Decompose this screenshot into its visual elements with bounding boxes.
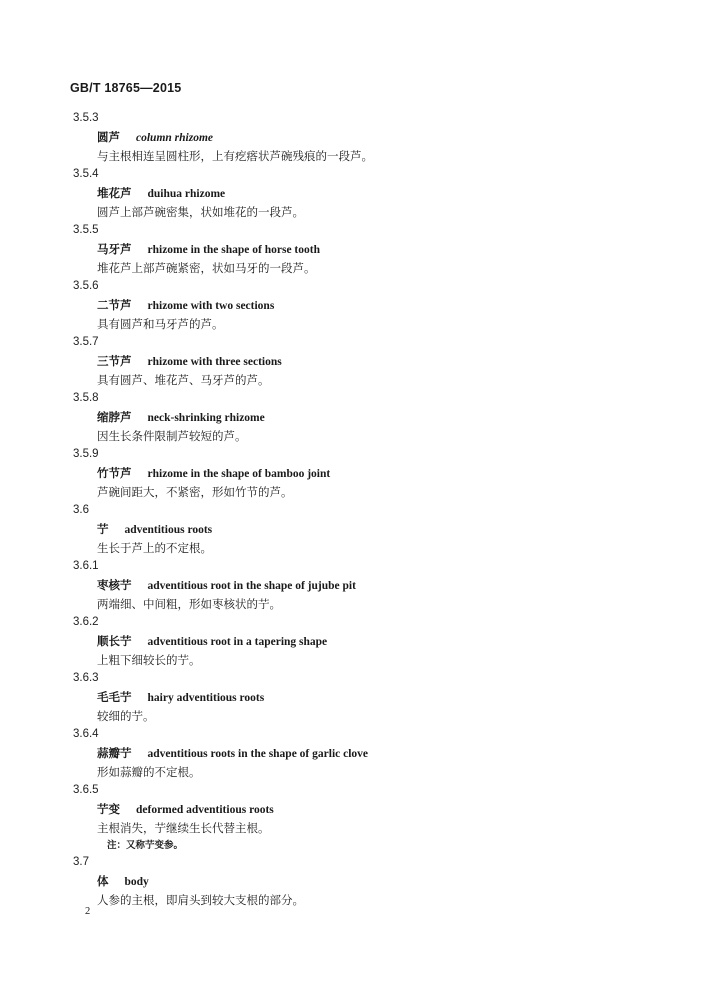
term-zh: 蒜瓣艼 xyxy=(97,746,132,760)
entry-definition: 因生长条件限制芦较短的芦。 xyxy=(97,429,247,443)
entry-definition: 两端细、中间粗，形如枣核状的艼。 xyxy=(97,597,281,611)
entry-term xyxy=(97,464,330,482)
entry-term xyxy=(97,688,264,706)
term-en: hairy adventitious roots xyxy=(147,692,265,704)
entry-number: 3.5.3 xyxy=(73,112,99,124)
term-zh: 毛毛艼 xyxy=(97,690,132,704)
term-zh: 枣核艼 xyxy=(97,578,132,592)
term-zh: 圆芦 xyxy=(97,130,120,144)
entry-term xyxy=(97,576,356,594)
term-en: deformed adventitious roots xyxy=(136,804,274,816)
term-en: neck-shrinking rhizome xyxy=(147,412,265,424)
entry-term xyxy=(97,352,282,370)
entry-number: 3.6 xyxy=(73,504,89,516)
entry-term xyxy=(97,520,212,538)
standard-code-header: GB/T 18765—2015 xyxy=(70,81,182,95)
term-zh: 艼变 xyxy=(97,802,120,816)
term-en: adventitious root in a tapering shape xyxy=(147,636,328,648)
entry-number: 3.6.2 xyxy=(73,616,99,628)
term-en: column rhizome xyxy=(136,132,214,144)
entry-definition: 与主根相连呈圆柱形，上有疙瘩状芦碗残痕的一段芦。 xyxy=(97,149,373,163)
entry-number: 3.6.5 xyxy=(73,784,99,796)
entry-number: 3.5.7 xyxy=(73,336,99,348)
entry-definition: 生长于芦上的不定根。 xyxy=(97,541,212,555)
term-zh: 三节芦 xyxy=(97,354,132,368)
term-en: adventitious root in the shape of jujube pit xyxy=(147,580,356,592)
entry-definition: 形如蒜瓣的不定根。 xyxy=(97,765,201,779)
entry-term xyxy=(97,240,320,258)
entry-definition: 具有圆芦、堆花芦、马牙芦的芦。 xyxy=(97,373,270,387)
entry-number: 3.5.9 xyxy=(73,448,99,460)
entry-term xyxy=(97,632,327,650)
entry-number: 3.5.8 xyxy=(73,392,99,404)
entry-term xyxy=(97,128,213,146)
entry-definition: 圆芦上部芦碗密集，状如堆花的一段芦。 xyxy=(97,205,304,219)
entry-term xyxy=(97,800,274,818)
entry-term xyxy=(97,872,149,890)
term-en: rhizome with two sections xyxy=(147,300,275,312)
entry-definition: 芦碗间距大，不紧密，形如竹节的芦。 xyxy=(97,485,293,499)
entry-number: 3.5.5 xyxy=(73,224,99,236)
entry-number: 3.7 xyxy=(73,856,89,868)
entry-number: 3.5.6 xyxy=(73,280,99,292)
entry-definition: 主根消失，艼继续生长代替主根。 xyxy=(97,821,270,835)
entry-term xyxy=(97,408,265,426)
term-zh: 竹节芦 xyxy=(97,466,132,480)
entry-term xyxy=(97,296,274,314)
term-zh: 顺长艼 xyxy=(97,634,132,648)
entry-note: 注：又称艼变参。 xyxy=(107,840,184,851)
page-number: 2 xyxy=(85,906,91,917)
entry-number: 3.5.4 xyxy=(73,168,99,180)
term-zh: 堆花芦 xyxy=(97,186,132,200)
term-en: adventitious roots xyxy=(124,524,213,536)
term-en: adventitious roots in the shape of garlic clove xyxy=(147,748,369,760)
term-en: rhizome with three sections xyxy=(147,356,282,368)
term-zh: 马牙芦 xyxy=(97,242,132,256)
entry-definition: 较细的艼。 xyxy=(97,709,155,723)
term-zh: 二节芦 xyxy=(97,298,132,312)
term-en: rhizome in the shape of horse tooth xyxy=(147,244,320,256)
entry-definition: 堆花芦上部芦碗紧密，状如马牙的一段芦。 xyxy=(97,261,316,275)
entry-term xyxy=(97,744,368,762)
entry-definition: 具有圆芦和马牙芦的芦。 xyxy=(97,317,224,331)
entry-number: 3.6.3 xyxy=(73,672,99,684)
entry-term xyxy=(97,184,225,202)
entry-number: 3.6.1 xyxy=(73,560,99,572)
term-zh: 艼 xyxy=(97,522,109,536)
entry-number: 3.6.4 xyxy=(73,728,99,740)
term-zh: 缩脖芦 xyxy=(97,410,132,424)
entry-definition: 人参的主根，即肩头到较大支根的部分。 xyxy=(97,893,304,907)
entry-definition: 上粗下细较长的艼。 xyxy=(97,653,201,667)
term-en: body xyxy=(124,876,149,888)
term-zh: 体 xyxy=(97,874,109,888)
term-en: duihua rhizome xyxy=(147,188,226,200)
term-en: rhizome in the shape of bamboo joint xyxy=(147,468,331,480)
